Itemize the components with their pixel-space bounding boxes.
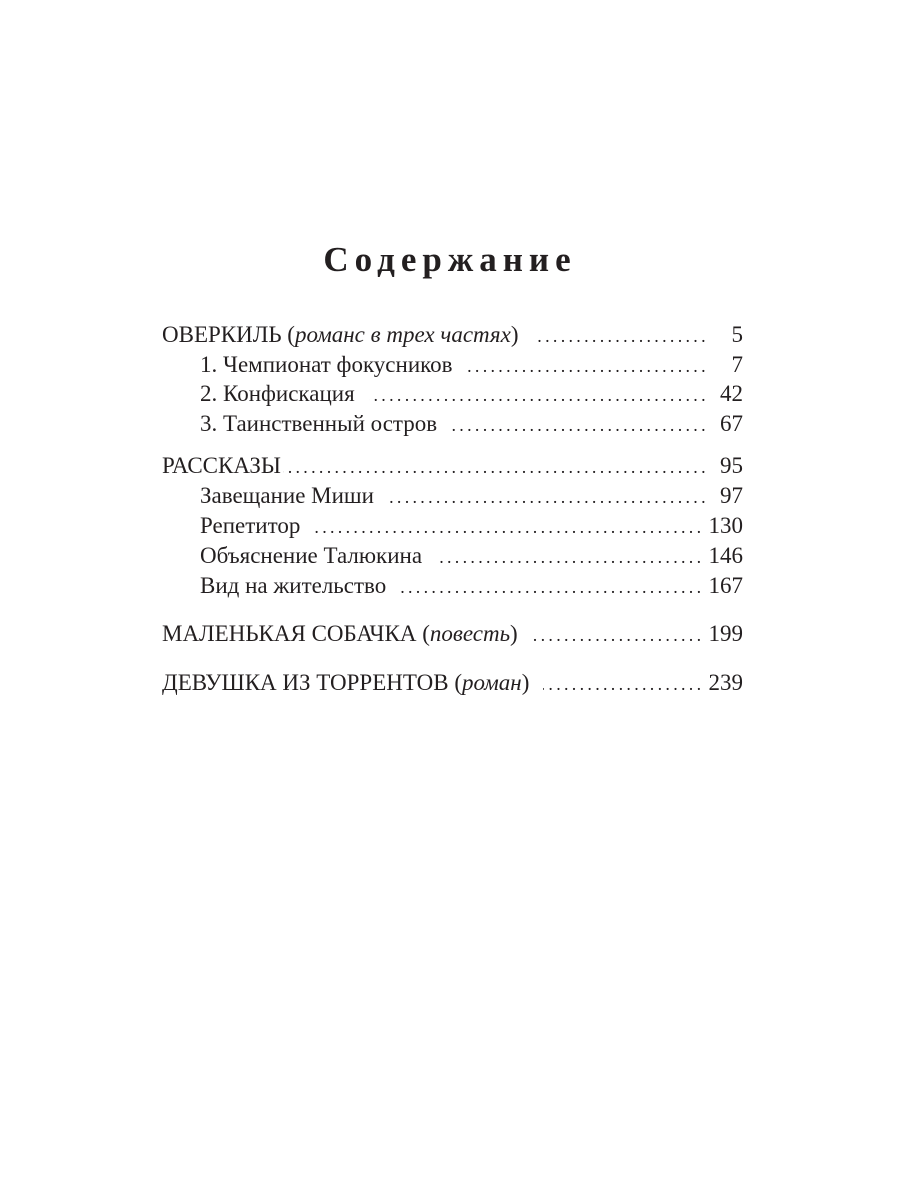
toc-entry [200,481,743,511]
dot-leader [543,669,700,699]
page-title: Содержание [323,240,577,279]
dot-leader [467,351,706,381]
toc-entry-title [200,409,437,439]
toc-entry-title [162,451,281,481]
entry-title-text: Вид на жительство [200,573,387,598]
entry-title-text: Завещание Миши [200,483,374,508]
dot-leader [369,380,705,410]
page-number: 42 [720,381,743,406]
dot-leader [532,620,701,650]
toc-entry-title [200,379,355,409]
dot-leader [314,512,700,542]
toc-entry-title [200,350,453,380]
entry-title-text: ОВЕРКИЛЬ ( [162,322,295,347]
toc-entry-title [162,668,529,698]
entry-title-suffix: ) [521,670,530,695]
page-number: 5 [731,322,743,347]
page-number: 239 [708,670,743,695]
page-number: 199 [708,621,743,646]
entry-title-text: МАЛЕНЬКАЯ СОБАЧКА ( [162,621,430,646]
toc-entry-title [200,511,300,541]
dot-leader [436,542,700,572]
entry-title-text: 3. Таинственный остров [200,411,438,436]
entry-title-text: ДЕВУШКА ИЗ ТОРРЕНТОВ ( [162,670,462,695]
entry-title-text: 2. Конфискация [200,381,355,406]
dot-leader [388,482,705,512]
toc-entry [200,409,743,439]
page-number: 97 [720,483,743,508]
entry-genre: романс в трех частях [294,322,511,347]
page-number: 67 [720,411,743,436]
entry-genre: повесть [429,621,511,646]
entry-title-text: РАССКАЗЫ [162,453,281,478]
entry-title-text: Репетитор [200,513,301,538]
entry-title-suffix: ) [510,621,518,646]
page-number: 146 [708,543,743,568]
toc-entry-title [200,571,386,601]
page-number: 95 [720,453,743,478]
page-number: 130 [708,513,743,538]
toc-entry [162,320,743,350]
entry-title-text: Объяснение Талюкина [200,543,423,568]
toc-entry [162,668,743,698]
page-number: 167 [708,573,743,598]
toc-entry [200,350,743,380]
toc-entry-title [162,320,519,350]
dot-leader [451,410,705,440]
dot-leader [400,572,700,602]
toc-entry-title [200,541,422,571]
toc-entry [162,451,743,481]
toc-entry [162,619,743,649]
toc-entry-title [200,481,374,511]
toc-entry [200,571,743,601]
toc-entry [200,379,743,409]
dot-leader [533,321,706,351]
toc-entry-title [162,619,518,649]
page-number: 7 [731,352,743,377]
toc-entry [200,511,743,541]
entry-title-suffix: ) [510,322,519,347]
entry-genre: роман [462,670,522,695]
entry-title-text: 1. Чемпионат фокусников [200,352,453,377]
dot-leader [283,452,705,482]
toc-entry [200,541,743,571]
